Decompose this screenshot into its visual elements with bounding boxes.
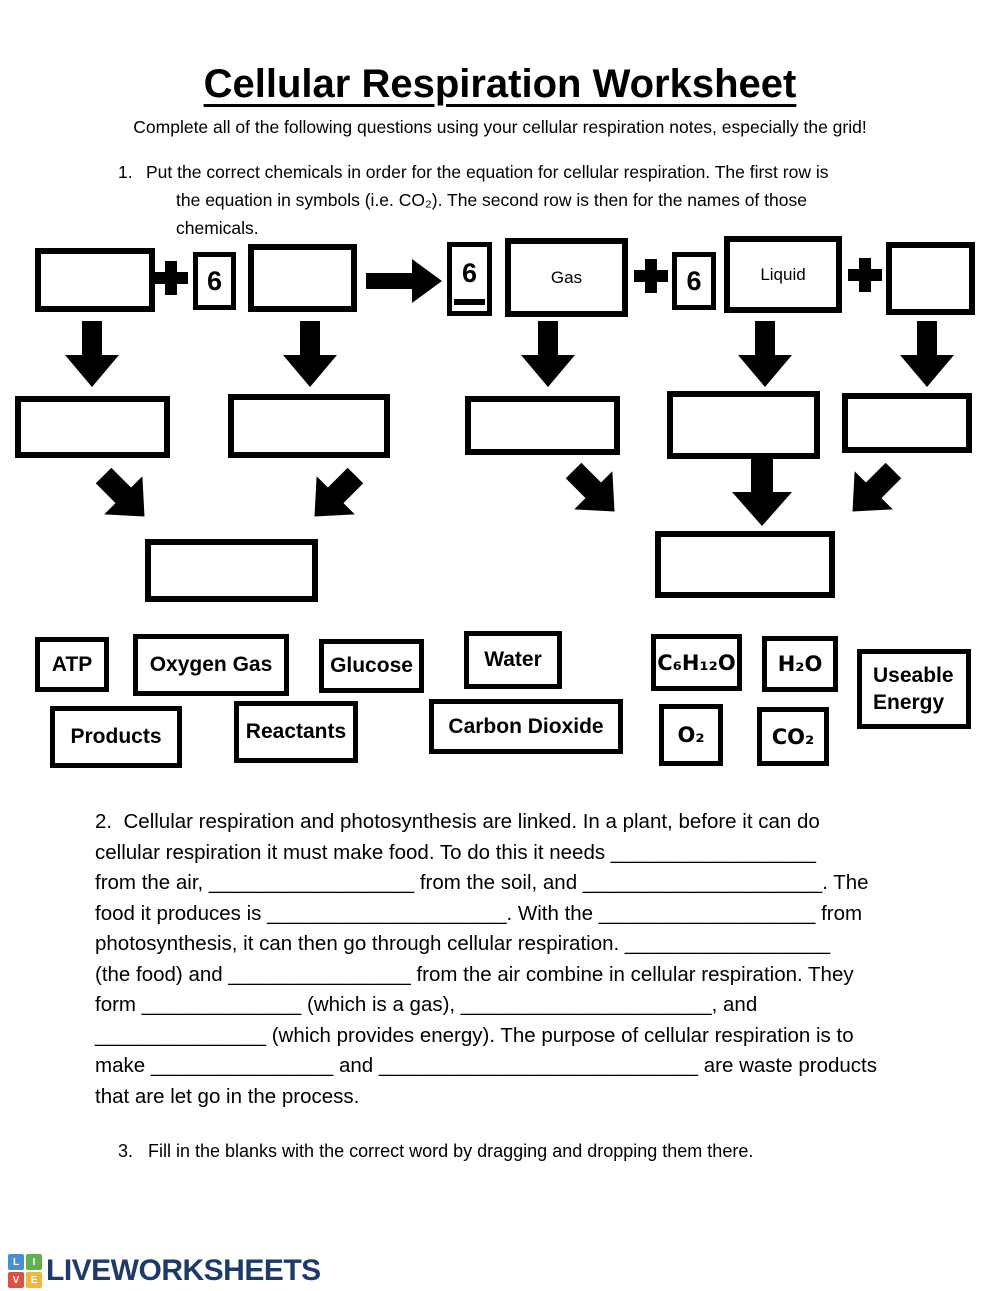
subtitle: Complete all of the following questions using your cellular respiration notes, especially the grid!: [133, 117, 867, 137]
liveworksheets-logo[interactable]: [8, 1254, 321, 1288]
logo-tile-v: V: [8, 1272, 24, 1288]
down-arrow-icon: [65, 321, 119, 387]
diagonal-down-left-arrow-icon: [833, 451, 912, 530]
equation-symbol-dropbox-1[interactable]: [35, 248, 155, 312]
question2-line: form ______________ (which is a gas), ______________________, and: [95, 993, 758, 1016]
logo-tile-i: I: [26, 1254, 42, 1270]
right-arrow-icon: [366, 259, 442, 303]
question1-number: 1.: [118, 162, 133, 182]
name-dropbox-4[interactable]: [667, 391, 820, 459]
equation-symbol-dropbox-2[interactable]: [248, 244, 357, 312]
diagonal-down-right-arrow-icon: [554, 451, 633, 530]
question1-line: Put the correct chemicals in order for the equation for cellular respiration. The first row is: [146, 162, 829, 182]
name-dropbox-3[interactable]: [465, 396, 620, 455]
question2-line: (the food) and ________________ from the air combine in cellular respiration. They: [95, 963, 854, 986]
down-arrow-icon: [521, 321, 575, 387]
logo-tile-l: L: [8, 1254, 24, 1270]
coefficient-underline: [454, 299, 485, 305]
coefficient-value: 6: [686, 265, 702, 296]
equation-coefficient-box-3: [672, 252, 716, 310]
liveworksheets-grid-icon: [8, 1254, 42, 1288]
word-chip-glucose[interactable]: Glucose: [319, 639, 424, 693]
plus-icon: [848, 258, 882, 292]
word-chip-reactants[interactable]: Reactants: [234, 701, 358, 763]
logo-tile-e: E: [26, 1272, 42, 1288]
equation-coefficient-box-1: [193, 252, 236, 310]
word-chip-carbon-dioxide[interactable]: Carbon Dioxide: [429, 699, 623, 754]
down-arrow-icon: [738, 321, 792, 387]
question2-line: from the air, __________________ from the soil, and _____________________. The: [95, 871, 869, 894]
word-chip-products[interactable]: Products: [50, 706, 182, 768]
question2-line: food it produces is _____________________. With the ___________________ from: [95, 902, 863, 925]
equation-liquid-box: [724, 236, 842, 313]
diagonal-down-left-arrow-icon: [295, 456, 374, 535]
name-dropbox-1[interactable]: [15, 396, 170, 458]
question2-line: 2. Cellular respiration and photosynthesis are linked. In a plant, before it can do: [95, 810, 820, 833]
question2-line: photosynthesis, it can then go through cellular respiration. __________________: [95, 932, 831, 955]
equation-symbol-dropbox-3[interactable]: [886, 242, 975, 315]
name-dropbox-2[interactable]: [228, 394, 390, 458]
question3-text: Fill in the blanks with the correct word by dragging and dropping them there.: [148, 1141, 754, 1161]
gas-label: Gas: [550, 267, 583, 287]
brand-wordmark: LIVEWORKSHEETS: [46, 1254, 321, 1287]
equation-coefficient-box-2: [447, 242, 492, 316]
question2-line: make ________________ and ____________________________ are waste products: [95, 1054, 877, 1077]
question2-line: _______________ (which provides energy). The purpose of cellular respiration is to: [95, 1024, 854, 1047]
liquid-label: Liquid: [760, 264, 806, 284]
question1-line: chemicals.: [176, 218, 259, 238]
category-dropbox-left[interactable]: [145, 539, 318, 602]
word-chip-o2[interactable]: O₂: [659, 704, 723, 766]
page-title: Cellular Respiration Worksheet: [203, 62, 797, 106]
word-chip-h2o[interactable]: H₂O: [762, 636, 838, 692]
question3-number: 3.: [118, 1141, 134, 1161]
word-chip-water[interactable]: Water: [464, 631, 562, 689]
down-arrow-icon: [732, 458, 792, 526]
plus-icon: [154, 261, 188, 295]
question2-line: cellular respiration it must make food. To do this it needs __________________: [95, 841, 817, 864]
plus-icon: [634, 259, 668, 293]
equation-gas-box: [505, 238, 628, 317]
coefficient-value: 6: [206, 265, 223, 296]
category-dropbox-right[interactable]: [655, 531, 835, 598]
question2-line: that are let go in the process.: [95, 1085, 360, 1108]
coefficient-value: 6: [461, 257, 478, 288]
name-dropbox-5[interactable]: [842, 393, 972, 453]
diagonal-down-right-arrow-icon: [84, 456, 163, 535]
word-chip-c6h12o[interactable]: C₆H₁₂O: [651, 634, 742, 691]
word-chip-oxygen-gas[interactable]: Oxygen Gas: [133, 634, 289, 696]
word-chip-atp[interactable]: ATP: [35, 637, 109, 692]
word-chip-useable-energy[interactable]: Useable Energy: [857, 649, 971, 729]
word-chip-co2[interactable]: CO₂: [757, 707, 829, 766]
down-arrow-icon: [283, 321, 337, 387]
down-arrow-icon: [900, 321, 954, 387]
question1-line: the equation in symbols (i.e. CO₂). The second row is then for the names of those: [176, 190, 807, 210]
